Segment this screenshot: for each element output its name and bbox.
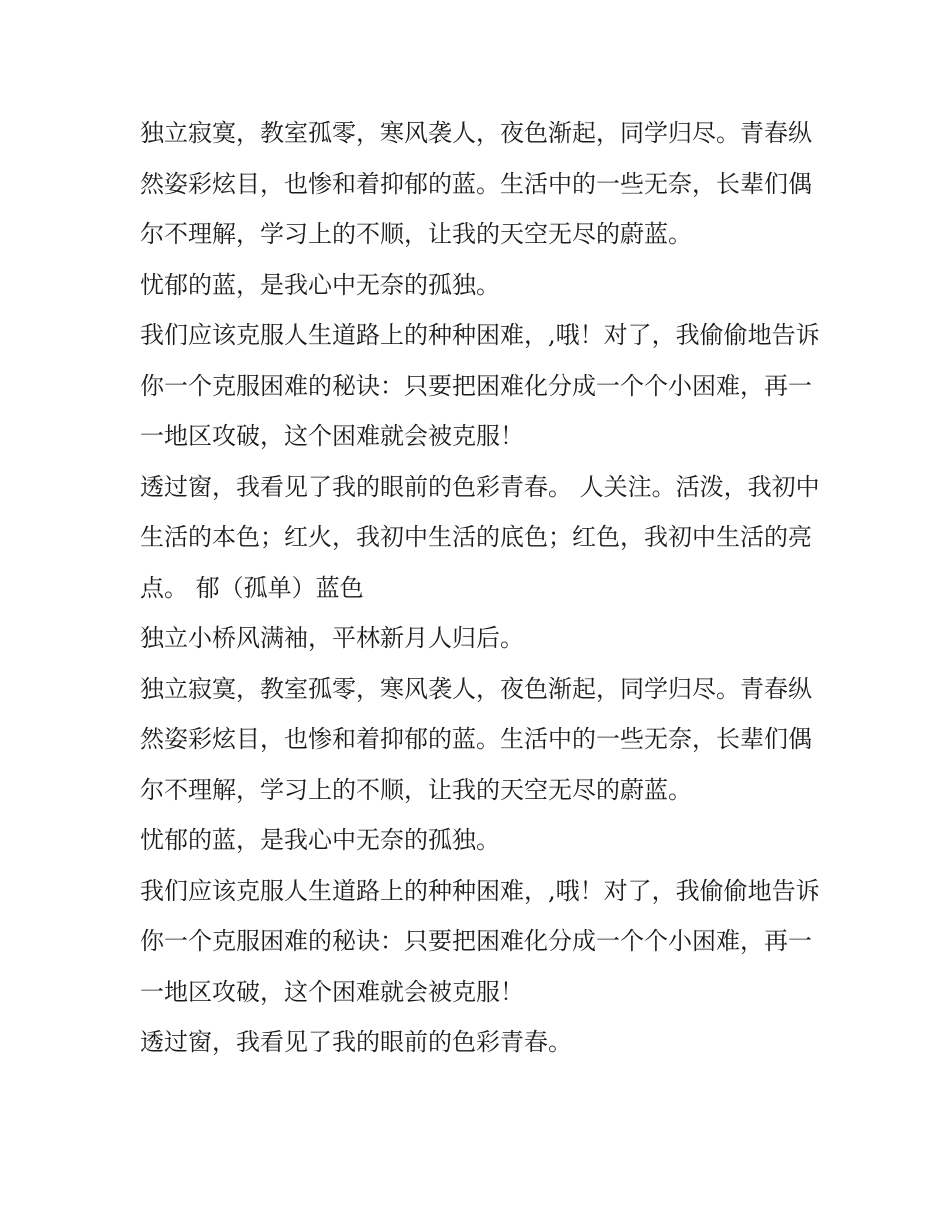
- paragraph: 透过窗，我看见了我的眼前的色彩青春。: [140, 1028, 572, 1056]
- paragraph: 我们应该克服人生道路上的种种困难，,哦！对了，我偷偷地告诉你一个克服困难的秘诀：只要把困难化分成一个个小困难，再一一地区攻破，这个困难就会被克服！: [140, 321, 820, 450]
- paragraph: 独立寂寞，教室孤零，寒风袭人，夜色渐起，同学归尽。青春纵然姿彩炫目，也惨和着抑郁的蓝。生活中的一些无奈，长辈们偶尔不理解，学习上的不顺，让我的天空无尽的蔚蓝。: [140, 119, 812, 248]
- paragraph: 透过窗，我看见了我的眼前的色彩青春。 人关注。活泼，我初中生活的本色；红火，我初中生活的底色；红色，我初中生活的亮点。 郁（孤单）蓝色: [140, 472, 820, 602]
- paragraph: 独立小桥风满袖，平林新月人归后。: [140, 624, 524, 652]
- paragraph: 独立寂寞，教室孤零，寒风袭人，夜色渐起，同学归尽。青春纵然姿彩炫目，也惨和着抑郁的蓝。生活中的一些无奈，长辈们偶尔不理解，学习上的不顺，让我的天空无尽的蔚蓝。: [140, 674, 812, 804]
- paragraph: 忧郁的蓝，是我心中无奈的孤独。: [140, 826, 500, 854]
- paragraph: 我们应该克服人生道路上的种种困难，,哦！对了，我偷偷地告诉你一个克服困难的秘诀：只要把困难化分成一个个小困难，再一一地区攻破，这个困难就会被克服！: [140, 876, 820, 1006]
- document-body: [140, 108, 820, 1068]
- paragraph: 忧郁的蓝，是我心中无奈的孤独。: [140, 270, 500, 299]
